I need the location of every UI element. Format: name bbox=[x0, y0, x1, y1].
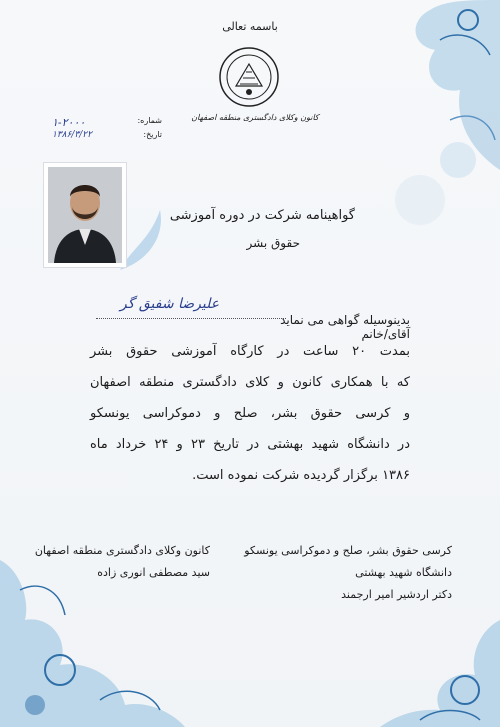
body-line-2: که با همکاری کانون و کلای دادگستری منطقه اصفهان bbox=[90, 375, 410, 390]
signature-left-org: کانون وکلای دادگستری منطقه اصفهان bbox=[34, 544, 210, 557]
participant-photo bbox=[44, 163, 126, 267]
signature-right-name: دکتر اردشیر امیر ارجمند bbox=[341, 588, 452, 601]
signature-left-name: سید مصطفی انوری زاده bbox=[97, 566, 210, 579]
body-line-5: ۱۳۸۶ برگزار گردیده شرکت نموده است. bbox=[192, 468, 410, 483]
date-value: ۱۳۸۶/۳/۲۲ bbox=[52, 130, 92, 140]
signature-right-block bbox=[242, 540, 452, 606]
certificate-title: گواهینامه شرکت در دوره آموزشی bbox=[169, 208, 355, 223]
name-dotted-line bbox=[96, 318, 286, 319]
name-prefix: بدینوسیله گواهی می نماید آقای/خانم bbox=[280, 313, 410, 341]
body-line-1: بمدت ۲۰ ساعت در کارگاه آموزشی حقوق بشر bbox=[90, 344, 411, 359]
signature-left-block bbox=[30, 540, 210, 584]
signature-right-university: دانشگاه شهید بهشتی bbox=[355, 566, 452, 579]
seal-caption: کانون وکلای دادگستری منطقه اصفهان bbox=[191, 113, 319, 122]
certificate-subject: حقوق بشر bbox=[246, 236, 300, 250]
person-portrait-icon bbox=[48, 167, 122, 263]
participant-name-handwritten: علیرضا شفیق گر bbox=[120, 296, 220, 312]
date-label: تاریخ: bbox=[143, 130, 162, 139]
signature-right-chair: کرسی حقوق بشر، صلح و دموکراسی یونسکو bbox=[244, 544, 452, 557]
invocation-text: باسمه تعالی bbox=[222, 20, 278, 33]
bar-association-seal bbox=[218, 46, 280, 108]
body-line-4: در دانشگاه شهید بهشتی در تاریخ ۲۳ و ۲۴ خرداد ماه bbox=[90, 437, 410, 452]
top-right-ornament bbox=[340, 0, 500, 250]
body-line-3: و کرسی حقوق بشر، صلح و دموکراسی یونسکو bbox=[90, 406, 410, 421]
number-label: شماره: bbox=[137, 116, 162, 125]
number-value: ۱-۲۰۰۰ bbox=[52, 116, 86, 129]
